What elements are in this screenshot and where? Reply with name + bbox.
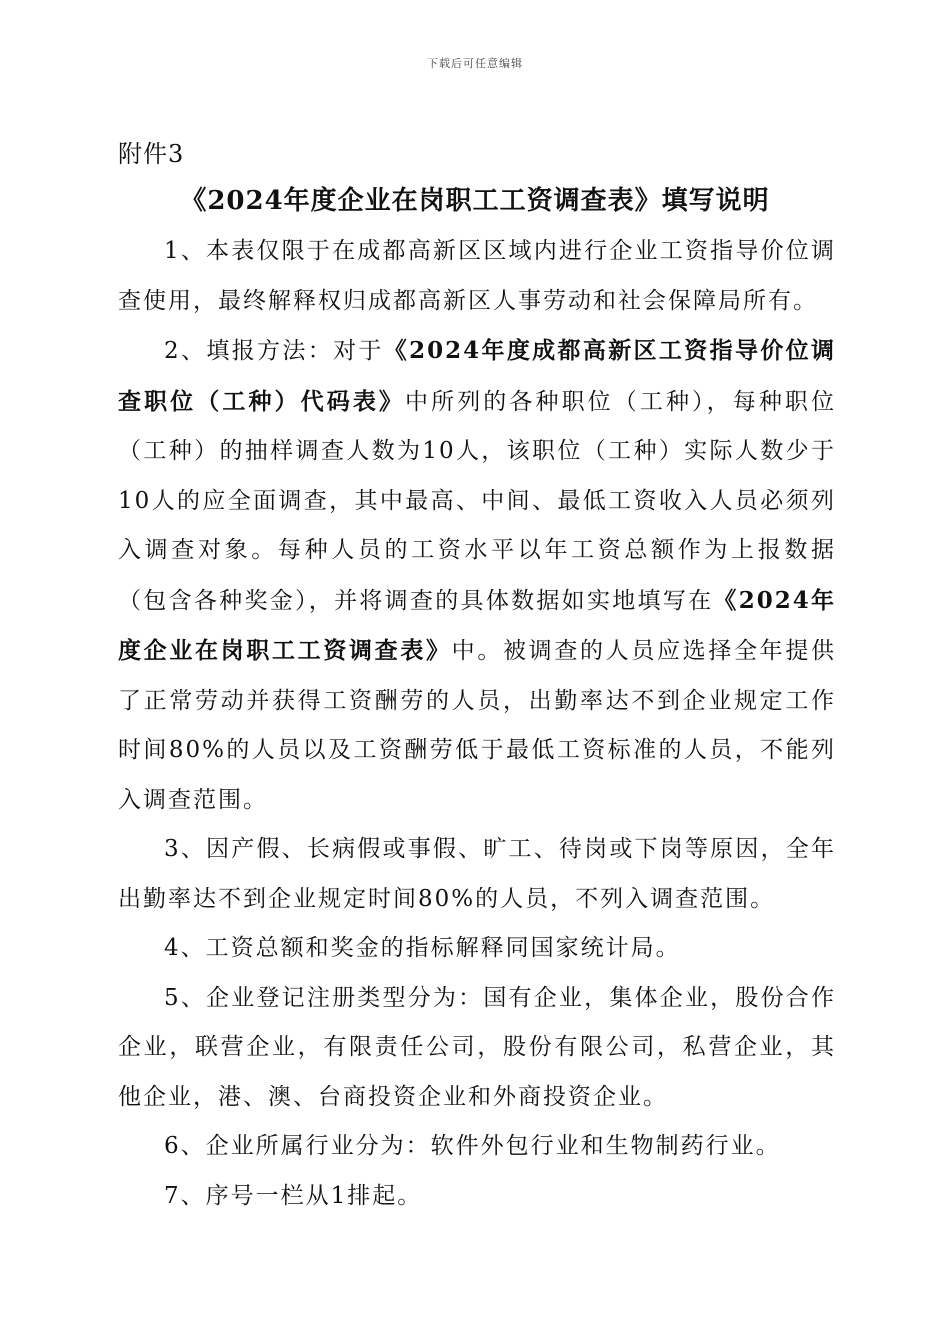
paragraph-text: 5、企业登记注册类型分为：国有企业，集体企业，股份合作企业，联营企业，有限责任公司，股份有限公司，私营企业，其他企业，港、澳、台商投资企业和外商投资企业。 <box>118 984 836 1110</box>
paragraph-4 <box>118 924 836 974</box>
paragraph-text: 1、本表仅限于在成都高新区区域内进行企业工资指导价位调查使用，最终解释权归成都高新区人事劳动和社会保障局所有。 <box>118 238 836 314</box>
paragraph-7 <box>118 1172 836 1222</box>
paragraph-text: 3、因产假、长病假或事假、旷工、待岗或下岗等原因，全年出勤率达不到企业规定时间80%的人员，不列入调查范围。 <box>118 836 836 912</box>
paragraph-1 <box>118 227 836 326</box>
annex-label: 附件3 <box>118 140 185 168</box>
instructions-body <box>118 227 836 1221</box>
paragraph-text: 6、企业所属行业分为：软件外包行业和生物制药行业。 <box>164 1133 781 1159</box>
paragraph-2 <box>118 326 836 825</box>
paragraph-6 <box>118 1122 836 1172</box>
paragraph-text: 中。被调查的人员应选择全年提供了正常劳动并获得工资酬劳的人员，出勤率达不到企业规定工作时间80%的人员以及工资酬劳低于最低工资标准的人员，不能列入调查范围。 <box>118 638 837 813</box>
paragraph-3 <box>118 825 836 924</box>
survey-table-reference: 《2024年度企业在岗职工工资调查表》 <box>118 586 837 664</box>
paragraph-text: 7、序号一栏从1排起。 <box>164 1182 423 1209</box>
document-title: 《2024年度企业在岗职工工资调查表》填写说明 <box>180 186 770 216</box>
paragraph-text: 中所列的各种职位（工种），每种职位（工种）的抽样调查人数为10人，该职位（工种）实际人数少于10人的应全面调查，其中最高、中间、最低工资收入人员必须列入调查对象。每种人员的工资水平以年工资总额作为上报数据（包含各种奖金），并将调查的具体数据如实地填写在 <box>118 388 837 614</box>
code-table-reference: 《2024年度成都高新区工资指导价位调查职位（工种）代码表》 <box>118 337 836 415</box>
header-note: 下载后可任意编辑 <box>427 57 523 70</box>
paragraph-5 <box>118 974 836 1123</box>
paragraph-text: 2、填报方法：对于 <box>164 338 384 364</box>
paragraph-text: 4、工资总额和奖金的指标解释同国家统计局。 <box>164 935 681 961</box>
